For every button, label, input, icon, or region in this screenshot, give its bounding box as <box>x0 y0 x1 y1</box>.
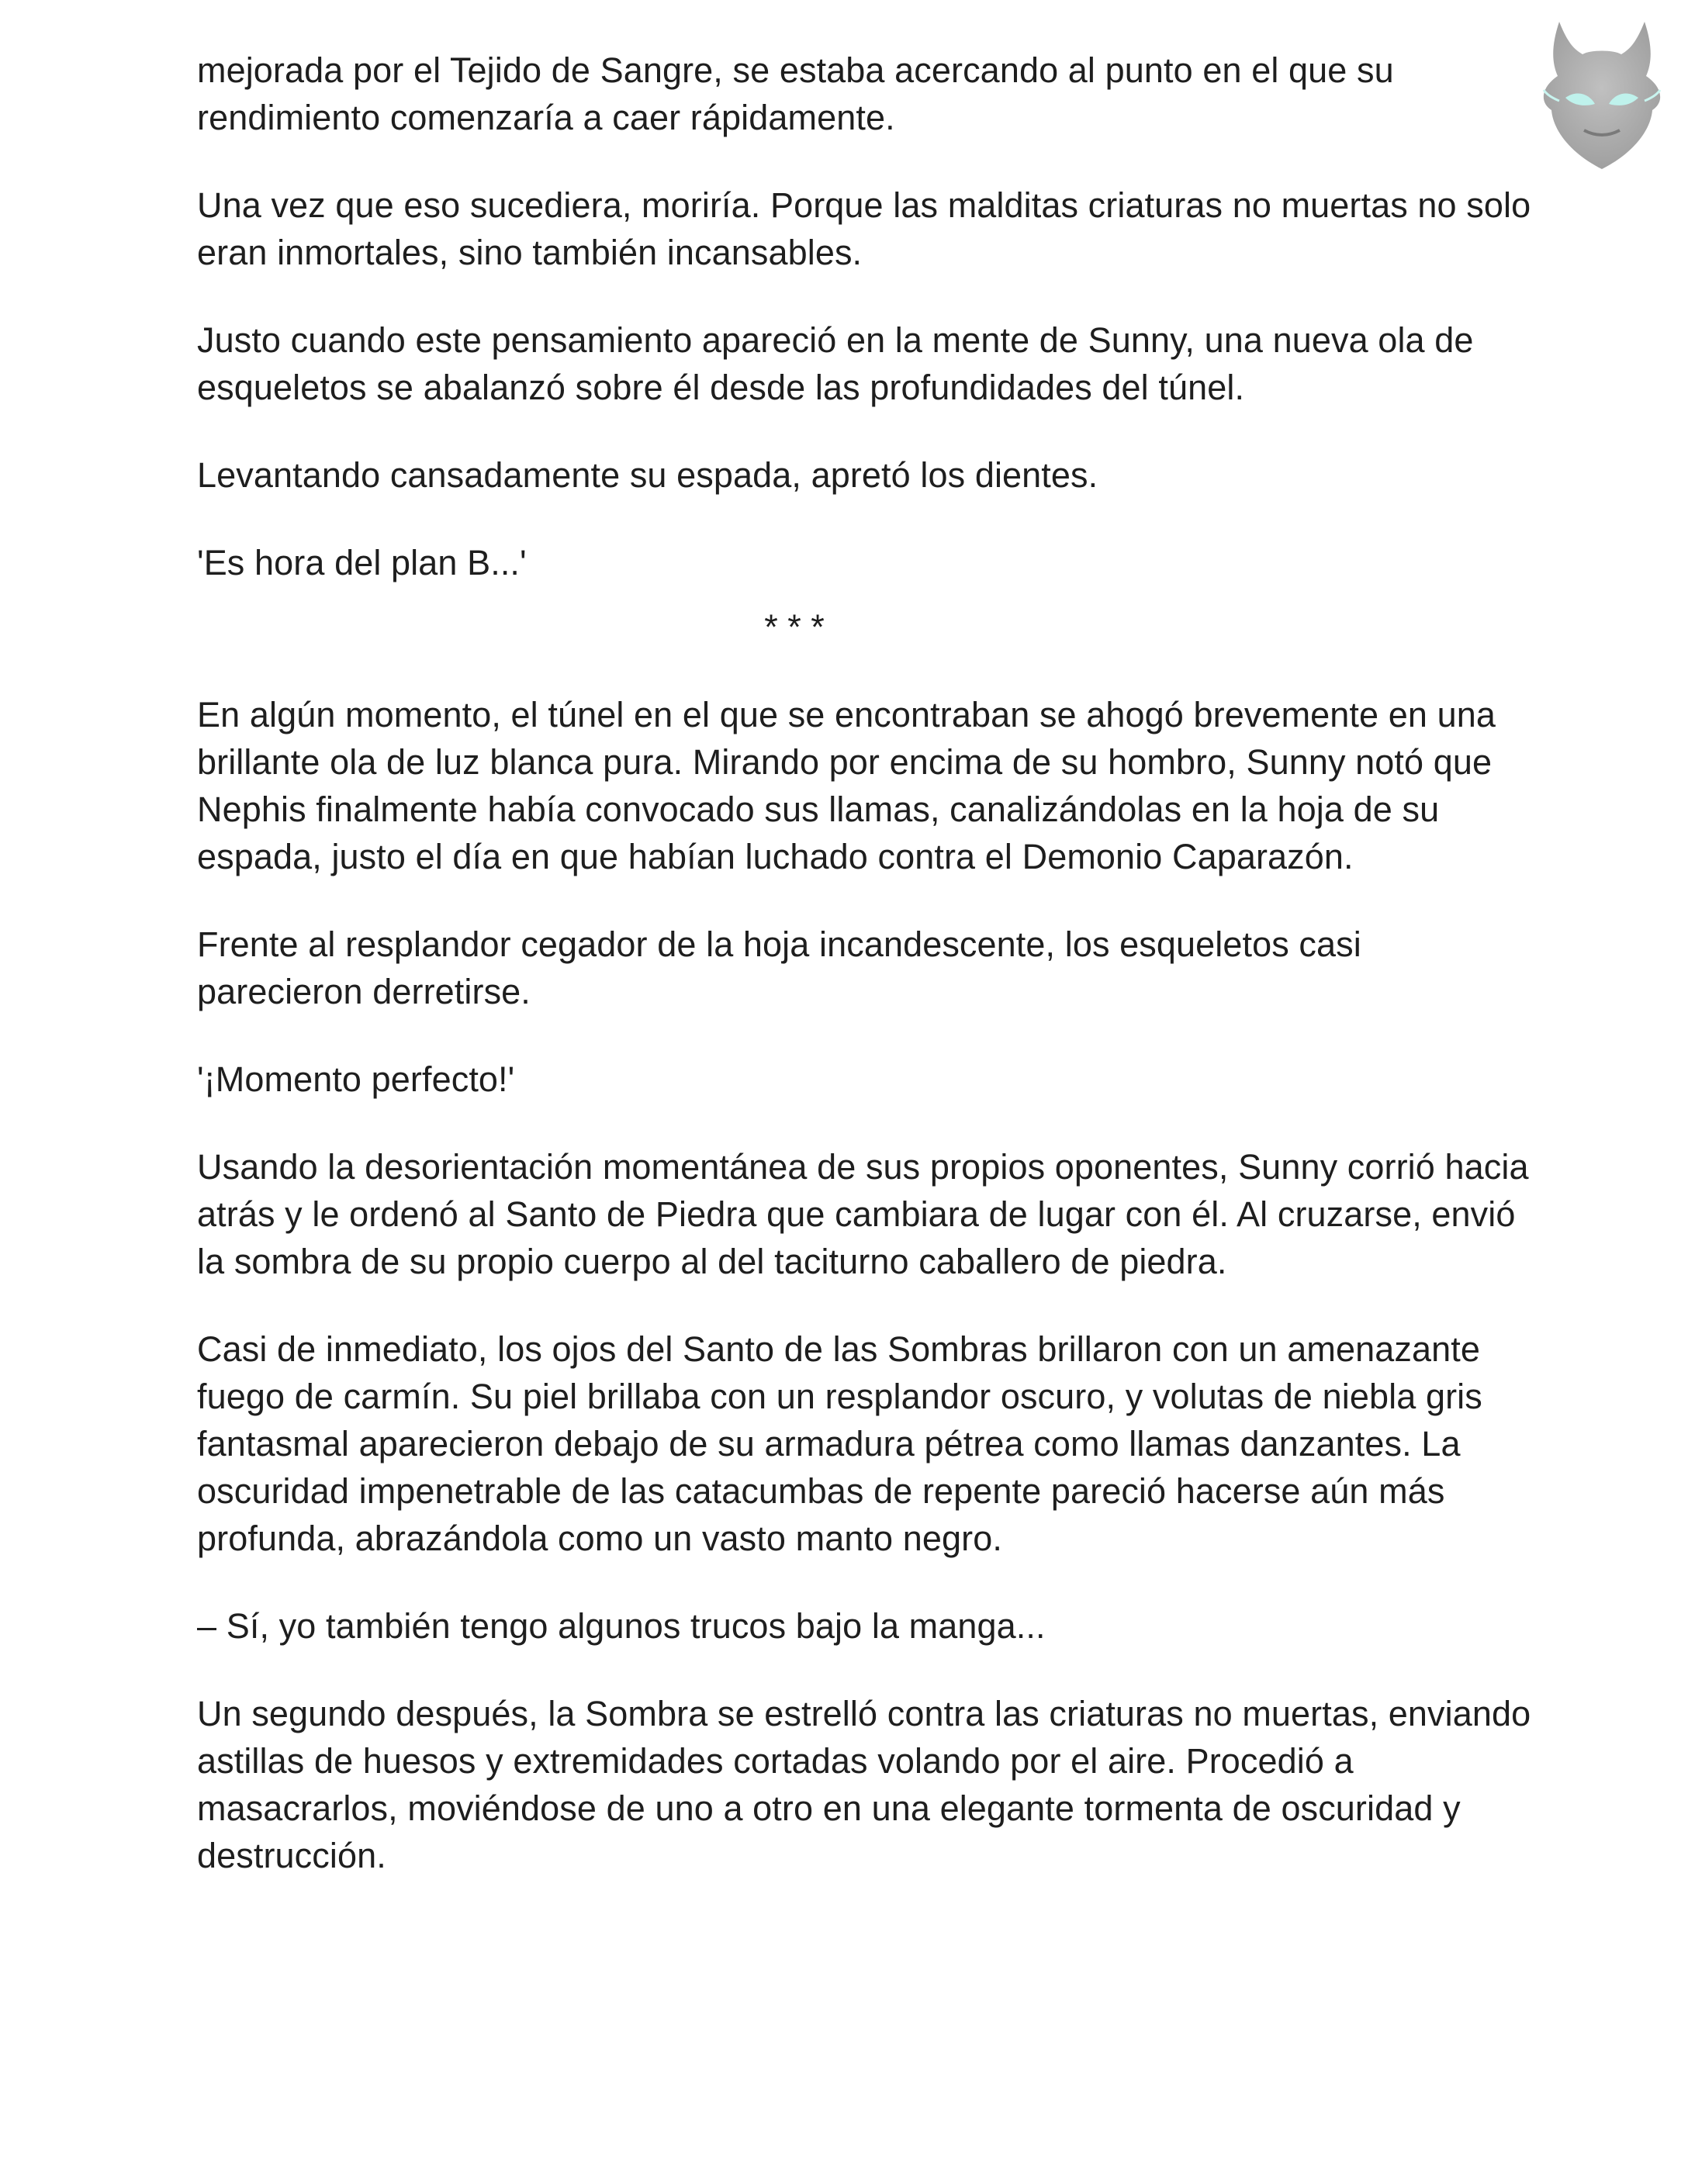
paragraph: Levantando cansadamente su espada, apretó los dientes. <box>197 455 1098 495</box>
demon-head-logo-icon <box>1536 14 1668 177</box>
paragraph: Frente al resplandor cegador de la hoja incandescente, los esqueletos casi parecieron derretirse. <box>197 924 1361 1011</box>
scene-separator: * * * <box>764 607 825 647</box>
paragraph: – Sí, yo también tengo algunos trucos bajo la manga... <box>197 1606 1046 1646</box>
document-body <box>197 47 1531 1920</box>
paragraph: mejorada por el Tejido de Sangre, se estaba acercando al punto en el que su rendimiento comenzaría a caer rápidamente. <box>197 50 1394 137</box>
paragraph: Usando la desorientación momentánea de sus propios oponentes, Sunny corrió hacia atrás y le ordenó al Santo de Piedra que cambiara de lugar con él. Al cruzarse, envió la sombra de su propio cuerpo al del taciturno caballero de piedra. <box>197 1147 1529 1281</box>
paragraph: Una vez que eso sucediera, moriría. Porque las malditas criaturas no muertas no solo eran inmortales, sino también incansables. <box>197 185 1531 272</box>
paragraph: Justo cuando este pensamiento apareció en la mente de Sunny, una nueva ola de esqueletos se abalanzó sobre él desde las profundidades del túnel. <box>197 320 1474 407</box>
paragraph: Un segundo después, la Sombra se estrelló contra las criaturas no muertas, enviando astillas de huesos y extremidades cortadas volando por el aire. Procedió a masacrarlos, moviéndose de uno a otro en una elegante tormenta de oscuridad y destrucción. <box>197 1694 1531 1875</box>
paragraph: Casi de inmediato, los ojos del Santo de las Sombras brillaron con un amenazante fuego de carmín. Su piel brillaba con un resplandor oscuro, y volutas de niebla gris fantasmal aparecieron debajo de su armadura pétrea como llamas danzantes. La oscuridad impenetrable de las catacumbas de repente pareció hacerse aún más profunda, abrazándola como un vasto manto negro. <box>197 1329 1482 1558</box>
paragraph: 'Es hora del plan B...' <box>197 543 527 582</box>
paragraph: '¡Momento perfecto!' <box>197 1059 515 1099</box>
paragraph: En algún momento, el túnel en el que se encontraban se ahogó brevemente en una brillante ola de luz blanca pura. Mirando por encima de su hombro, Sunny notó que Nephis finalmente había convocado sus llamas, canalizándolas en la hoja de su espada, justo el día en que habían luchado contra el Demonio Caparazón. <box>197 695 1496 876</box>
